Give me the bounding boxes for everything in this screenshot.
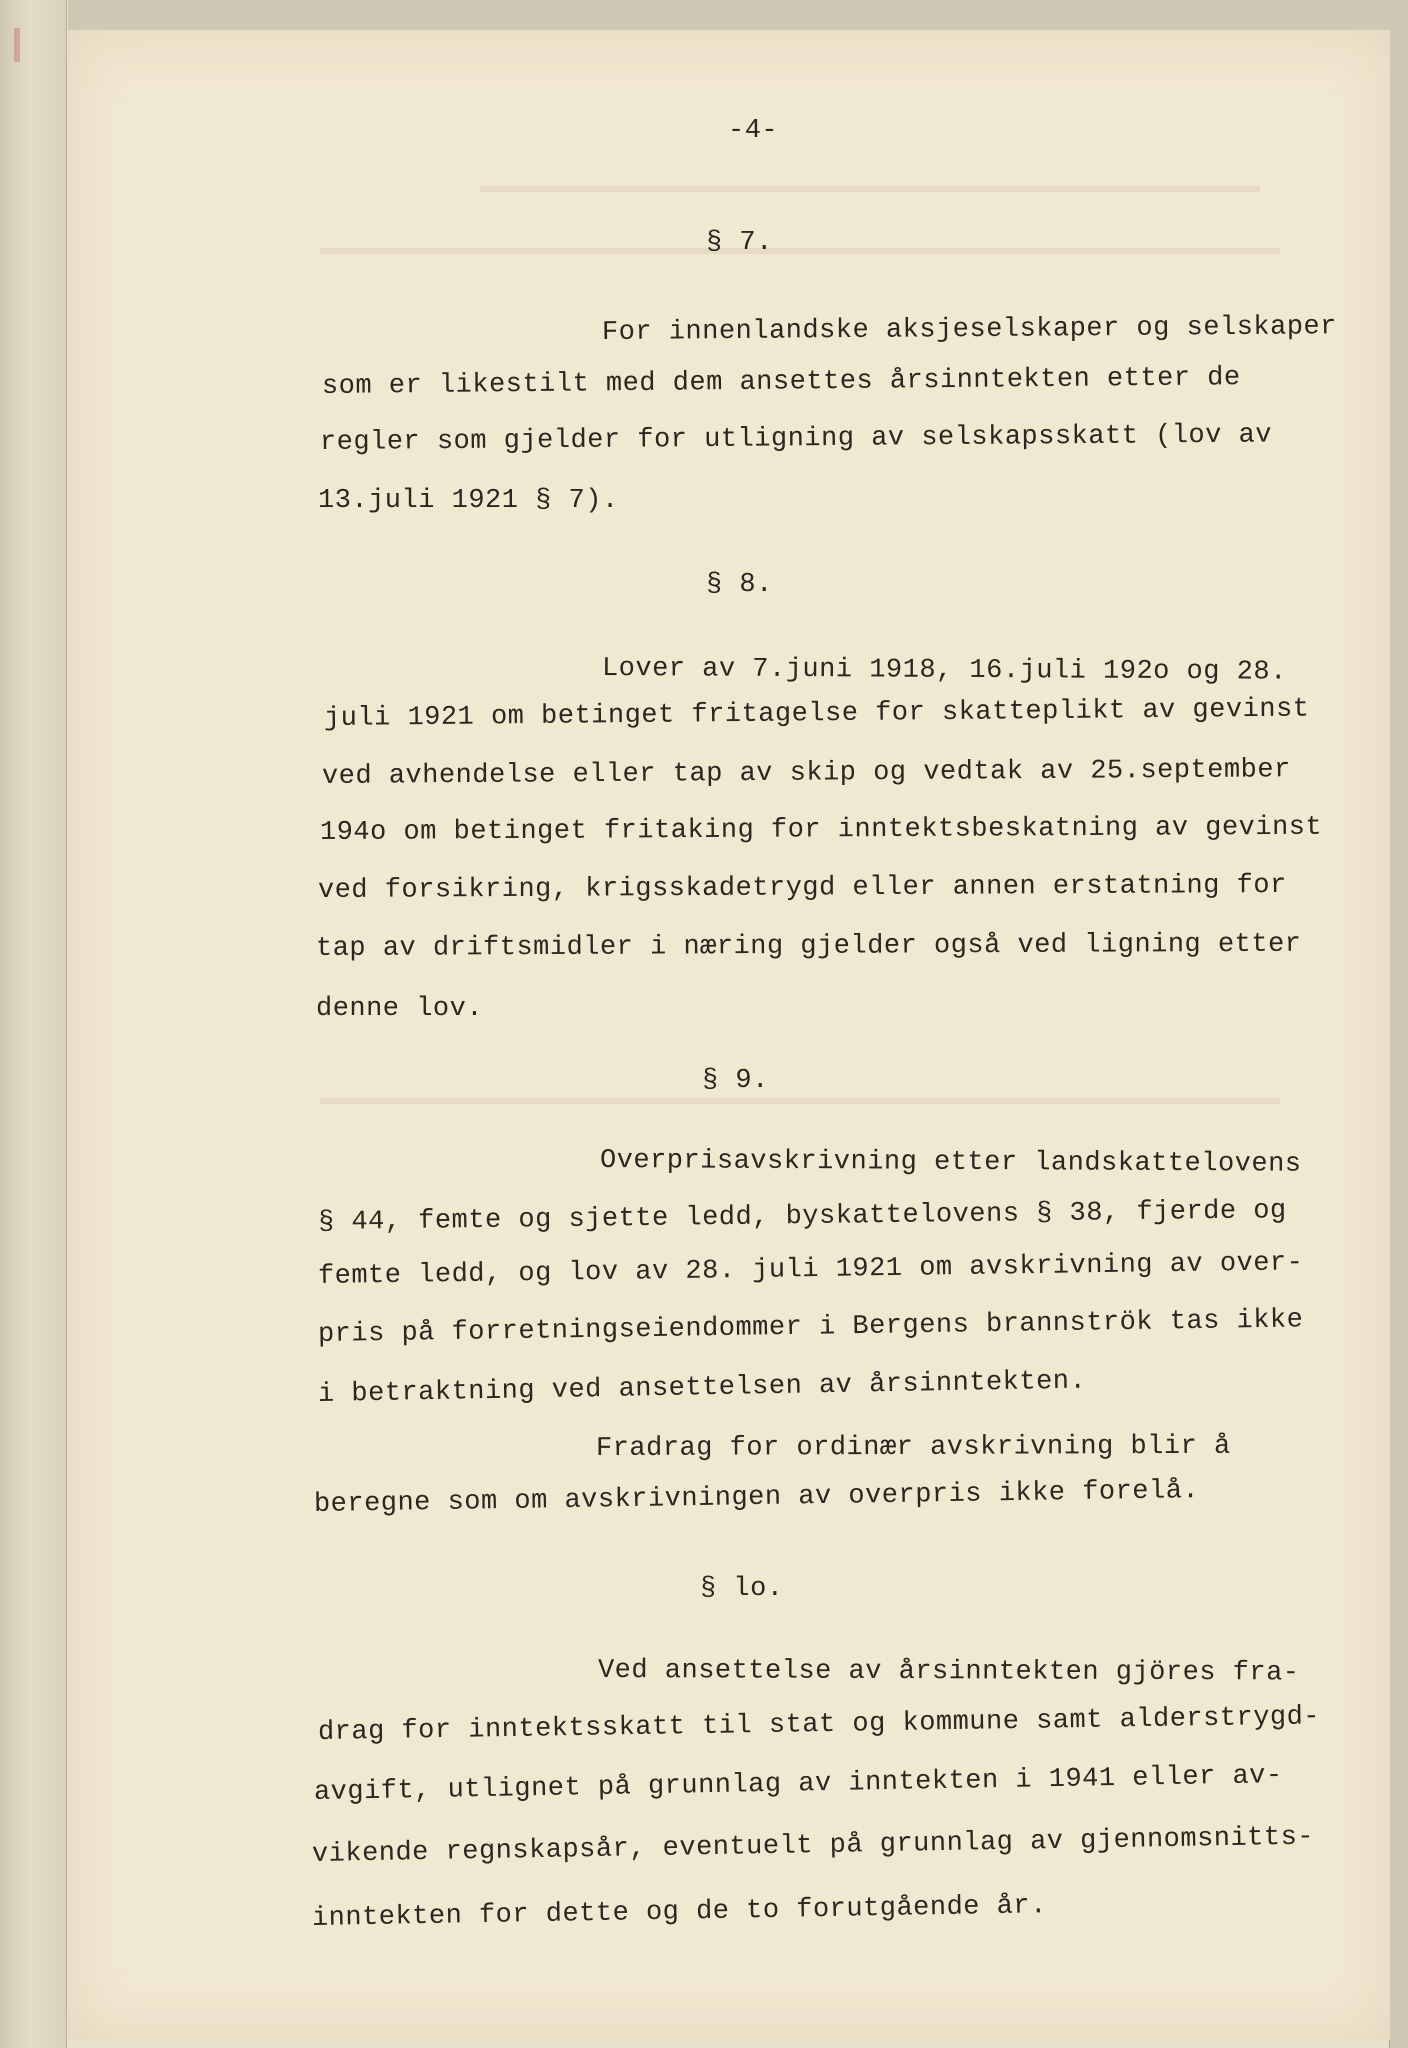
section-heading-7: § 7. [706, 228, 773, 258]
text-line: femte ledd, og lov av 28. juli 1921 om avskrivning av over- [317, 1248, 1304, 1292]
text-line: Ved ansettelse av årsinntekten gjöres fra- [597, 1656, 1300, 1689]
section-heading-9: § 9. [702, 1066, 769, 1096]
bleed-through-mark [320, 1098, 1280, 1104]
text-line: inntekten for dette og de to forutgående år. [311, 1891, 1048, 1934]
text-line: For innenlandske aksjeselskaper og selskaper [601, 312, 1338, 348]
text-line: regler som gjelder for utligning av selskapsskatt (lov av [319, 420, 1273, 458]
text-line: denne lov. [316, 994, 484, 1024]
text-line: drag for inntektsskatt til stat og kommune samt alderstrygd- [317, 1702, 1321, 1748]
text-line: ved forsikring, krigsskadetrygd eller annen erstatning for [317, 870, 1287, 906]
text-line: beregne som om avskrivningen av overpris ikke forelå. [313, 1476, 1200, 1520]
page-number: -4- [728, 116, 779, 146]
text-line: § 44, femte og sjette ledd, byskattelovens § 38, fjerde og [317, 1196, 1287, 1238]
text-line: ved avhendelse eller tap av skip og vedtak av 25.september [321, 755, 1291, 792]
text-line: avgift, utlignet på grunnlag av inntekten i 1941 eller av- [313, 1761, 1283, 1808]
text-line: 13.juli 1921 § 7). [318, 486, 619, 516]
text-line: pris på forretningseiendommer i Bergens brannströk tas ikke [317, 1305, 1304, 1350]
text-line: 194o om betinget fritaking for inntektsbeskatning av gevinst [319, 812, 1323, 848]
text-line: Fradrag for ordinær avskrivning blir å [595, 1431, 1231, 1464]
section-heading-10: § lo. [700, 1574, 784, 1604]
text-line: Lover av 7.juni 1918, 16.juli 192o og 28. [601, 654, 1287, 688]
bleed-through-mark [320, 248, 1280, 254]
text-line: juli 1921 om betinget fritagelse for skatteplikt av gevinst [323, 694, 1310, 734]
text-line: tap av driftsmidler i næring gjelder også ved ligning etter [315, 929, 1302, 964]
text-line: vikende regnskapsår, eventuelt på grunnlag av gjennomsnitts- [311, 1822, 1315, 1870]
text-line: i betraktning ved ansettelsen av årsinntekten. [317, 1366, 1087, 1410]
page-edge-mark [14, 28, 20, 62]
text-line: Overprisavskrivning etter landskattelovens [599, 1146, 1302, 1180]
previous-page-edge [0, 0, 67, 2048]
text-line: som er likestilt med dem ansettes årsinntekten etter de [321, 363, 1241, 402]
scan-right-border [1389, 34, 1408, 2048]
bleed-through-mark [480, 186, 1260, 192]
section-heading-8: § 8. [706, 570, 773, 600]
